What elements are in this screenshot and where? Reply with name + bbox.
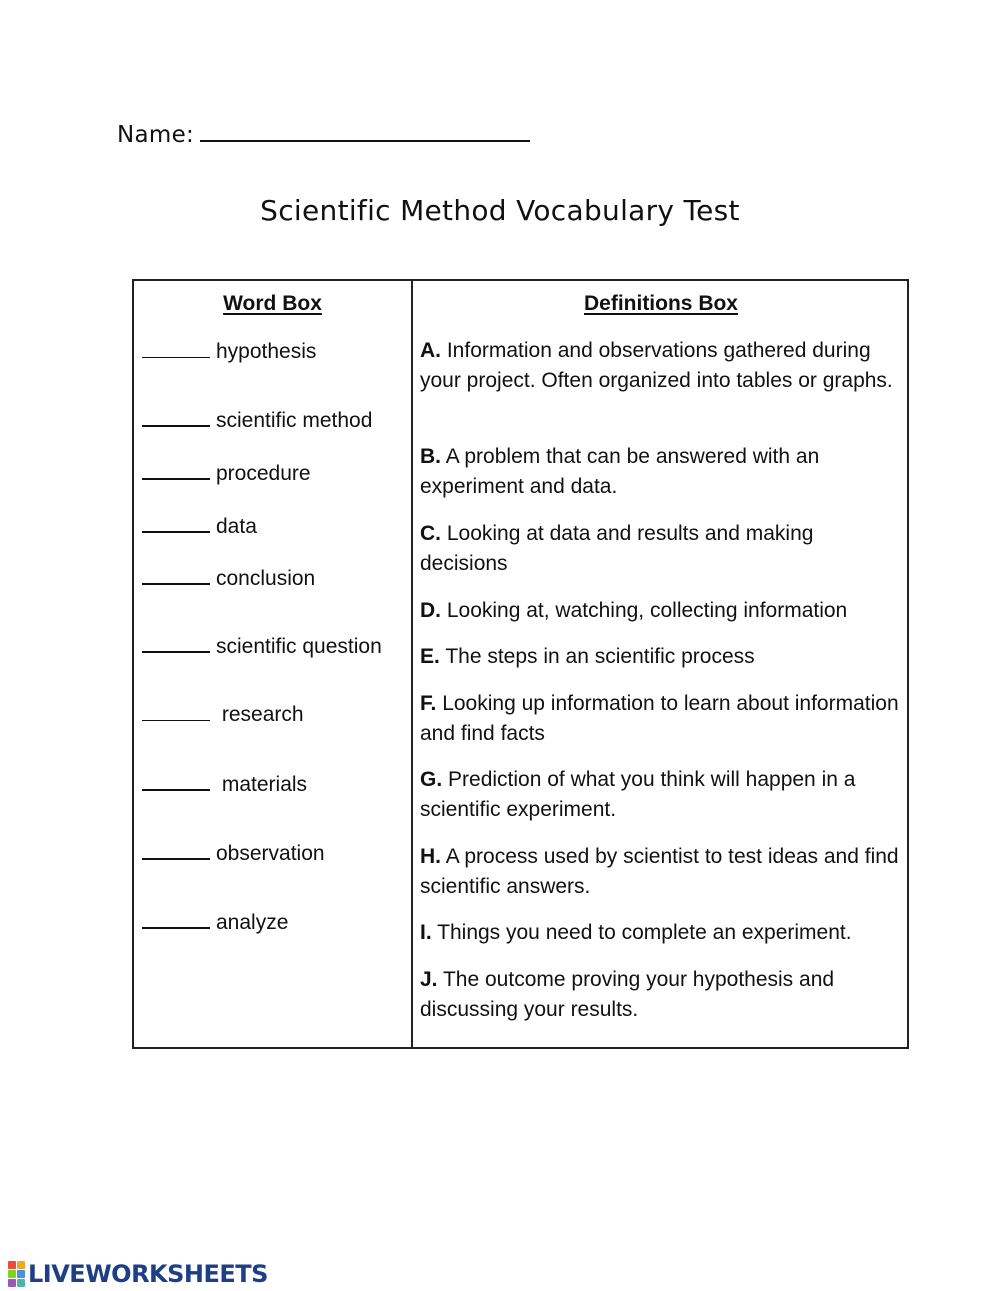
word-item-data — [142, 513, 257, 539]
definition-item — [420, 689, 905, 749]
definition-text: Looking up information to learn about information and find facts — [420, 692, 899, 745]
logo-block — [17, 1261, 25, 1269]
answer-blank[interactable] — [142, 407, 210, 427]
word-item-hypothesis — [142, 339, 316, 364]
answer-blank[interactable] — [142, 339, 210, 358]
definition-item — [420, 519, 905, 579]
definition-letter: B. — [420, 445, 441, 468]
definition-letter: E. — [420, 645, 440, 668]
definition-letter: G. — [420, 768, 443, 791]
word-item-analyze — [142, 909, 288, 935]
answer-blank[interactable] — [142, 702, 210, 721]
definition-item — [420, 965, 905, 1025]
definitions-box-heading: Definitions Box — [583, 292, 738, 315]
word-item-scientific-question — [142, 633, 382, 659]
word-label: procedure — [216, 462, 311, 485]
logo-block — [8, 1261, 16, 1269]
logo-text: LIVEWORKSHEETS — [28, 1260, 268, 1288]
definition-text: Prediction of what you think will happen in a scientific experiment. — [420, 768, 856, 821]
definition-item — [420, 765, 905, 825]
logo-block — [17, 1279, 25, 1287]
name-label: Name: — [117, 122, 195, 148]
word-label: conclusion — [216, 567, 316, 590]
word-label: materials — [221, 773, 308, 796]
definition-text: A problem that can be answered with an experiment and data. — [420, 445, 820, 498]
definition-text: Things you need to complete an experiment. — [437, 921, 852, 944]
word-item-materials — [142, 771, 307, 797]
answer-blank[interactable] — [142, 460, 210, 480]
word-item-procedure — [142, 460, 311, 486]
definition-letter: J. — [420, 968, 438, 991]
word-item-scientific-method — [142, 407, 372, 433]
word-box-heading: Word Box — [223, 292, 322, 315]
definition-text: Looking at data and results and making decisions — [420, 522, 814, 575]
answer-blank[interactable] — [142, 909, 210, 929]
definition-letter: I. — [420, 921, 432, 944]
logo-blocks-icon — [8, 1261, 25, 1287]
logo-block — [8, 1270, 16, 1278]
word-label: scientific question — [216, 635, 382, 658]
definition-text: The steps in an scientific process — [445, 645, 755, 668]
definition-letter: A. — [420, 339, 441, 362]
definition-item — [420, 842, 905, 902]
word-label: research — [221, 703, 304, 726]
definition-text: Information and observations gathered during your project. Often organized into tables or graphs. — [420, 339, 893, 392]
name-field-row — [117, 118, 530, 148]
definition-item — [420, 642, 905, 672]
word-item-observation — [142, 840, 325, 866]
definition-letter: C. — [420, 522, 441, 545]
logo-block — [17, 1270, 25, 1278]
definition-text: A process used by scientist to test ideas and find scientific answers. — [420, 845, 899, 898]
column-divider — [411, 281, 413, 1047]
definition-text: The outcome proving your hypothesis and discussing your results. — [420, 968, 835, 1021]
definition-item — [420, 596, 905, 626]
page-title: Scientific Method Vocabulary Test — [260, 194, 740, 227]
definition-item — [420, 442, 905, 502]
logo-block — [8, 1279, 16, 1287]
word-item-research — [142, 702, 304, 727]
answer-blank[interactable] — [142, 840, 210, 860]
vocabulary-table — [132, 279, 909, 1049]
word-label: data — [216, 515, 257, 538]
definition-item — [420, 336, 905, 396]
name-blank-line[interactable] — [200, 118, 530, 142]
word-item-conclusion — [142, 565, 315, 591]
definition-text: Looking at, watching, collecting information — [446, 599, 848, 622]
word-label: observation — [216, 842, 325, 865]
answer-blank[interactable] — [142, 565, 210, 585]
definition-letter: D. — [420, 599, 441, 622]
word-label: analyze — [216, 911, 289, 934]
answer-blank[interactable] — [142, 771, 210, 791]
word-label: hypothesis — [216, 340, 317, 363]
word-label: scientific method — [216, 409, 373, 432]
definition-letter: F. — [420, 692, 437, 715]
definition-letter: H. — [420, 845, 441, 868]
definition-item — [420, 918, 905, 948]
answer-blank[interactable] — [142, 513, 210, 533]
answer-blank[interactable] — [142, 633, 210, 653]
liveworksheets-logo — [8, 1259, 268, 1289]
